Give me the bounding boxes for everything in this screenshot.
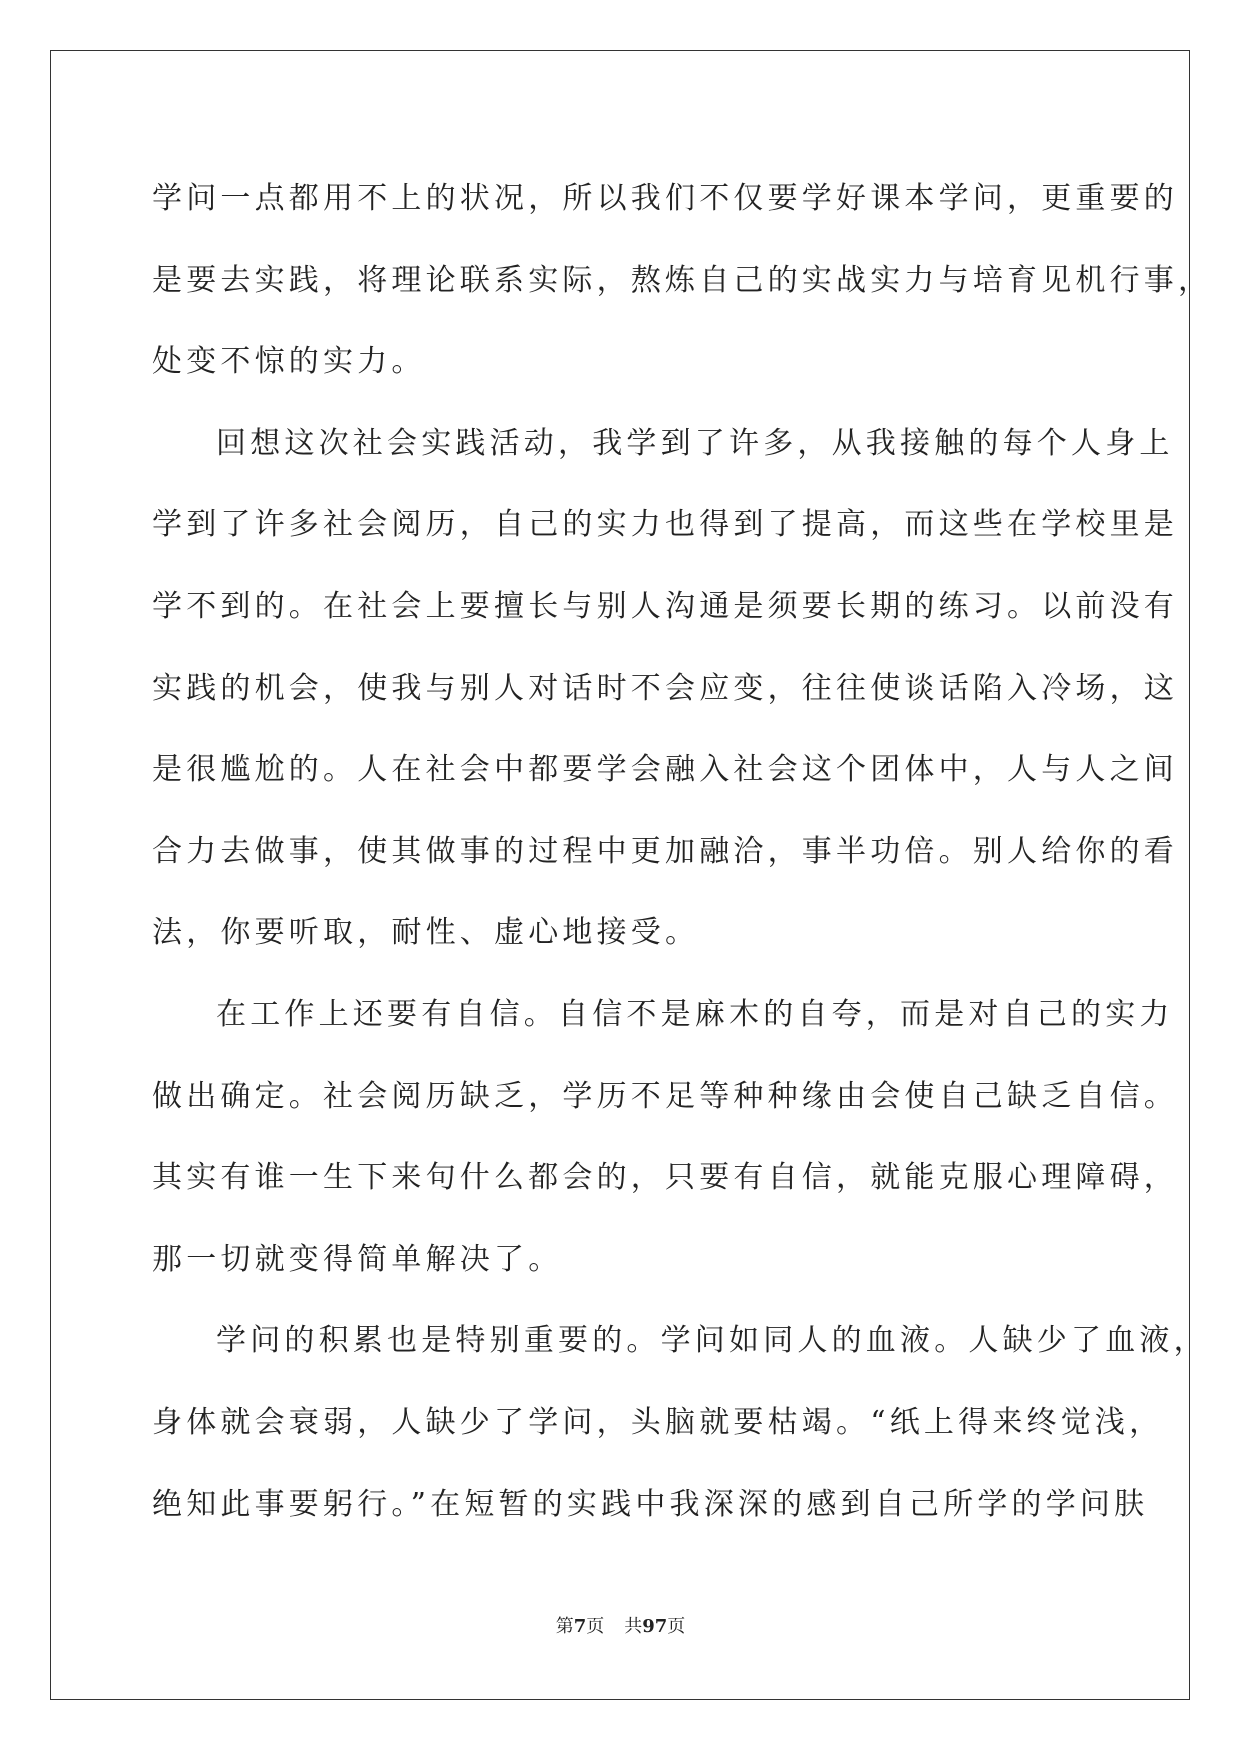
current-page-number: 7 xyxy=(573,1616,587,1637)
text-line: 那一切就变得简单解决了。 xyxy=(152,1241,563,1277)
text-line: 是很尴尬的。人在社会中都要学会融入社会这个团体中，人与人之间 xyxy=(152,752,1178,788)
document-body xyxy=(152,158,1213,1545)
text-line: 身体就会衰弱，人缺少了学问，头脑就要枯竭。“纸上得来终觉浅， xyxy=(152,1404,1164,1440)
total-prefix: 共 xyxy=(624,1616,643,1637)
total-suffix: 页 xyxy=(667,1616,686,1637)
text-line: 实践的机会，使我与别人对话时不会应变，往往使谈话陷入冷场，这 xyxy=(152,670,1178,706)
paragraph-first-line: 在工作上还要有自信。自信不是麻木的自夸，而是对自己的实力 xyxy=(216,996,1174,1032)
paragraph-first-line: 回想这次社会实践活动，我学到了许多，从我接触的每个人身上 xyxy=(216,425,1174,461)
text-line: 学不到的。在社会上要擅长与别人沟通是须要长期的练习。以前没有 xyxy=(152,588,1178,624)
paragraph-first-line: 学问的积累也是特别重要的。学问如同人的血液。人缺少了血液， xyxy=(216,1323,1208,1359)
page-footer xyxy=(0,1612,1241,1638)
page-prefix: 第 xyxy=(555,1616,574,1637)
text-line: 做出确定。社会阅历缺乏，学历不足等种种缘由会使自己缺乏自信。 xyxy=(152,1078,1178,1114)
text-line: 其实有谁一生下来句什么都会的，只要有自信，就能克服心理障碍， xyxy=(152,1160,1178,1196)
text-line: 学问一点都用不上的状况，所以我们不仅要学好课本学问，更重要的 xyxy=(152,181,1178,216)
text-line: 法，你要听取，耐性、虚心地接受。 xyxy=(152,915,700,951)
text-line: 绝知此事要躬行。”在短暂的实践中我深深的感到自己所学的学问肤 xyxy=(152,1486,1149,1522)
text-line: 合力去做事，使其做事的过程中更加融洽，事半功倍。别人给你的看 xyxy=(152,833,1178,869)
text-line: 是要去实践，将理论联系实际，熬炼自己的实战实力与培育见机行事， xyxy=(152,262,1213,298)
total-pages-number: 97 xyxy=(642,1616,668,1637)
text-line: 处变不惊的实力。 xyxy=(152,344,426,380)
page-suffix: 页 xyxy=(586,1616,605,1637)
text-line: 学到了许多社会阅历，自己的实力也得到了提高，而这些在学校里是 xyxy=(152,507,1178,543)
